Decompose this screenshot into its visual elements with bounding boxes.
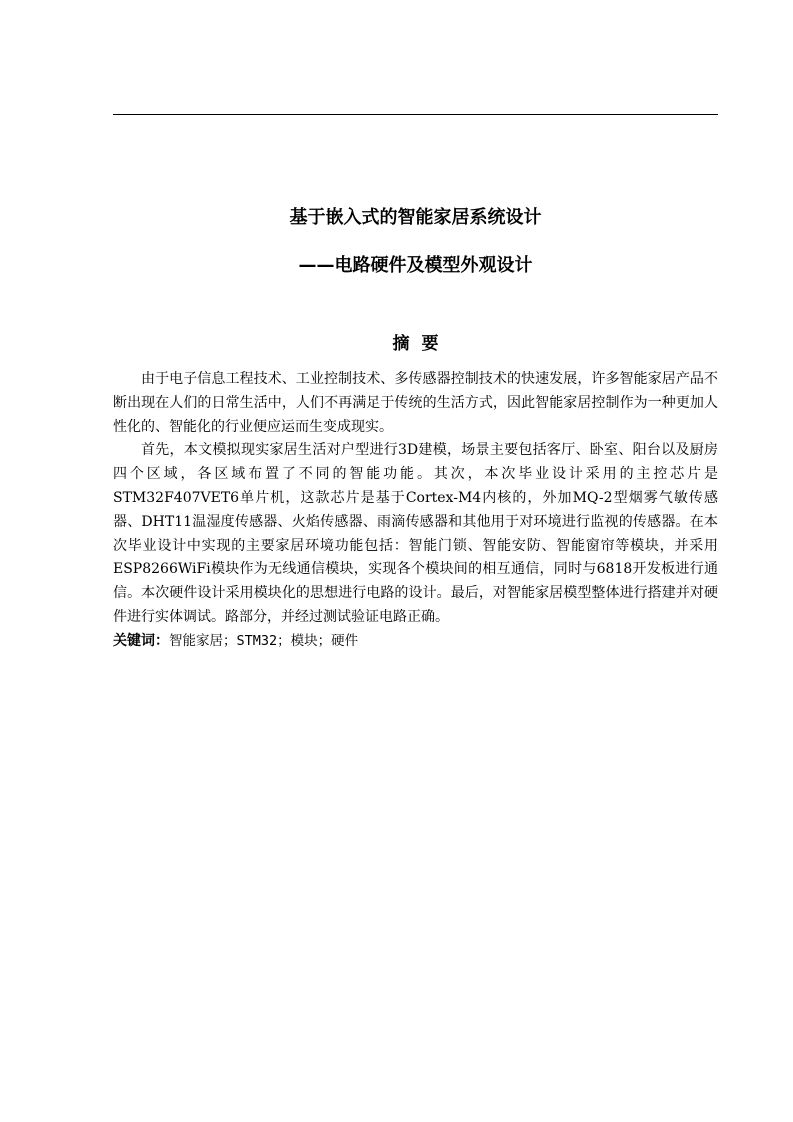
header-rule <box>113 114 718 115</box>
abstract-body <box>113 368 718 654</box>
thesis-title: 基于嵌入式的智能家居系统设计 <box>289 207 542 228</box>
keywords-label: 关键词： <box>113 632 169 649</box>
abstract-paragraph-2: 首先，本文模拟现实家居生活对户型进行3D建模，场景主要包括客厅、卧室、阳台以及厨房四个区域，各区域布置了不同的智能功能。其次，本次毕业设计采用的主控芯片是STM32F407VET6单片机，这款芯片是基于Cortex-M4内核的，外加MQ-2型烟雾气敏传感器、DHT11温湿度传感器、火焰传感器、雨滴传感器和其他用于对环境进行监视的传感器。在本次毕业设计中实现的主要家居环境功能包括：智能门锁、智能安防、智能窗帘等模块，并采用ESP8266WiFi模块作为无线通信模块，实现各个模块间的相互通信，同时与6818开发板进行通信。本次硬件设计采用模块化的思想进行电路的设计。最后，对智能家居模型整体进行搭建并对硬件进行实体调试。路部分，并经过测试验证电路正确。 <box>113 442 718 625</box>
abstract-paragraph-1: 由于电子信息工程技术、工业控制技术、多传感器控制技术的快速发展，许多智能家居产品不断出现在人们的日常生活中，人们不再满足于传统的生活方式，因此智能家居控制作为一种更加人性化的、智能化的行业便应运而生变成现实。 <box>113 371 718 435</box>
keywords-text: 智能家居；STM32；模块；硬件 <box>169 632 359 649</box>
thesis-subtitle: ——电路硬件及模型外观设计 <box>298 255 533 276</box>
abstract-heading: 摘要 <box>392 334 451 354</box>
keywords-line <box>113 630 718 654</box>
